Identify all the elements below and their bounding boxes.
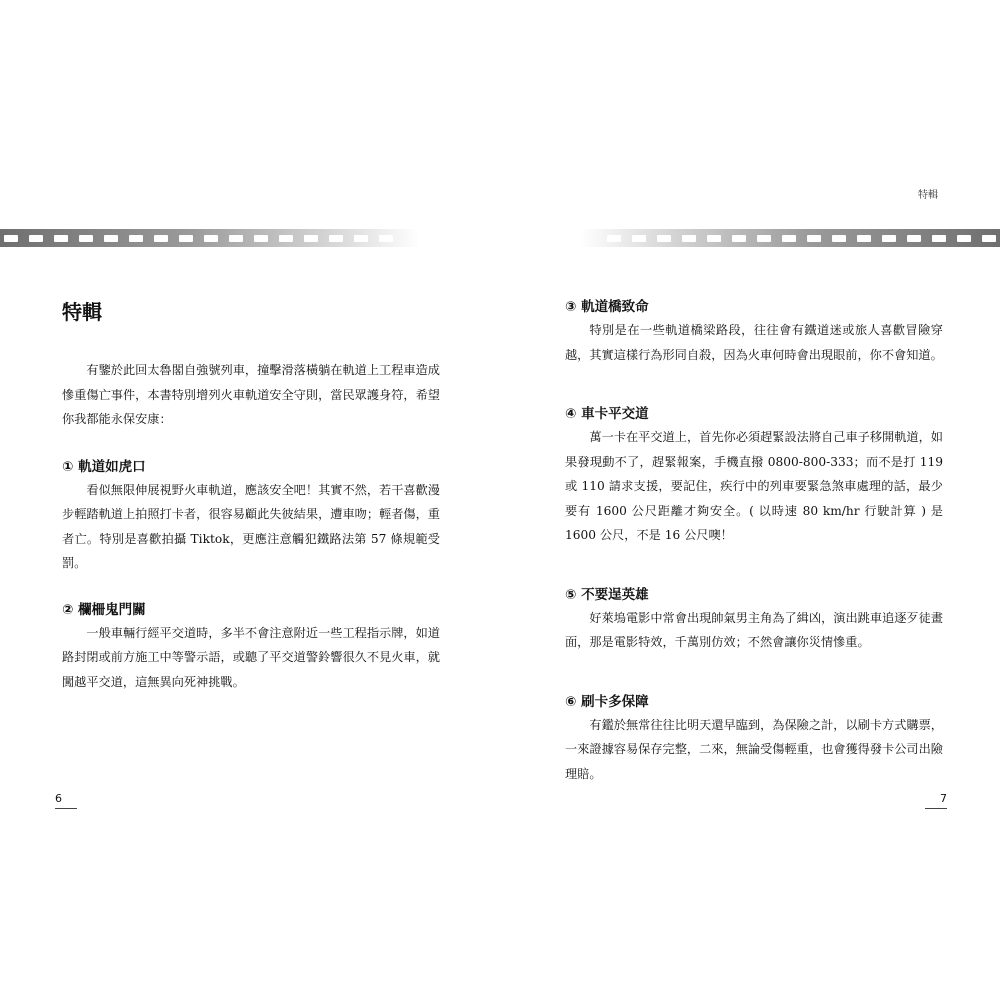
film-hole xyxy=(982,235,996,242)
section-heading: ③ 軌道橋致命 xyxy=(565,299,649,315)
film-hole xyxy=(179,235,193,242)
film-hole xyxy=(607,235,621,242)
page-number-right: 7 xyxy=(925,792,947,809)
right-page-column xyxy=(565,296,943,822)
left-page-column xyxy=(62,358,440,717)
section-3 xyxy=(565,296,943,367)
film-hole xyxy=(254,235,268,242)
section-heading: ⑥ 刷卡多保障 xyxy=(565,693,649,710)
section-heading: ⑤ 不要逞英雄 xyxy=(565,586,649,603)
film-hole xyxy=(732,235,746,242)
section-2 xyxy=(62,599,440,695)
section-body: 有鑑於無常往往比明天還早臨到，為保險之計，以刷卡方式購票，一來證據容易保存完整，二來，無論受傷輕重，也會獲得發卡公司出險理賠。 xyxy=(565,717,943,781)
film-hole xyxy=(832,235,846,242)
film-hole xyxy=(807,235,821,242)
film-hole xyxy=(154,235,168,242)
section-body: 一般車輛行經平交道時，多半不會注意附近一些工程指示牌，如道路封閉或前方施工中等警示語，或聽了平交道警鈴響很久不見火車，就闖越平交道，這無異向死神挑戰。 xyxy=(62,625,440,689)
film-hole xyxy=(657,235,671,242)
film-hole xyxy=(632,235,646,242)
film-hole xyxy=(682,235,696,242)
film-hole xyxy=(957,235,971,242)
section-body: 好萊塢電影中常會出現帥氣男主角為了緝凶，演出跳車追逐歹徒畫面，那是電影特效，千萬別仿效；不然會讓你災情慘重。 xyxy=(565,610,943,649)
film-hole xyxy=(279,235,293,242)
film-hole xyxy=(304,235,318,242)
film-hole xyxy=(379,235,393,242)
film-hole xyxy=(204,235,218,242)
film-hole xyxy=(354,235,368,242)
section-body: 萬一卡在平交道上，首先你必須趕緊設法將自己車子移開軌道，如果發現動不了，趕緊報案，手機直撥 0800-800-333；而不是打 119 或 110 請求支援，要記住，疾行中的列車要緊急煞車處理的話，最少要有 1600 公尺距離才夠安全。( 以時速 80 km/hr 行駛計算 ) 是 1600 公尺，不是 16 公尺噢！ xyxy=(565,430,943,542)
section-5 xyxy=(565,584,943,655)
section-6 xyxy=(565,691,943,787)
section-heading: ④ 車卡平交道 xyxy=(565,406,649,422)
film-hole xyxy=(707,235,721,242)
section-heading: ① 軌道如虎口 xyxy=(62,458,146,475)
section-4 xyxy=(565,403,943,548)
film-hole xyxy=(129,235,143,242)
intro-paragraph: 有鑒於此回太魯閣自強號列車，撞擊滑落橫躺在軌道上工程車造成慘重傷亡事件，本書特別增列火車軌道安全守則，當民眾護身符，希望你我都能永保安康： xyxy=(62,363,440,426)
film-strip-left xyxy=(0,229,420,247)
film-hole xyxy=(932,235,946,242)
film-hole xyxy=(54,235,68,242)
film-hole xyxy=(29,235,43,242)
film-hole xyxy=(857,235,871,242)
film-strip-right xyxy=(580,229,1000,247)
film-hole xyxy=(229,235,243,242)
film-hole xyxy=(907,235,921,242)
film-hole xyxy=(104,235,118,242)
film-hole xyxy=(782,235,796,242)
film-hole xyxy=(4,235,18,242)
section-body: 看似無限伸展視野火車軌道，應該安全吧！其實不然，若干喜歡漫步輕踏軌道上拍照打卡者，很容易顧此失彼結果，遭車吻；輕者傷，重者亡。特別是喜歡拍攝 Tiktok，更應注意觸犯鐵路法第 57 條規範受罰。 xyxy=(62,482,440,570)
film-hole xyxy=(882,235,896,242)
film-hole xyxy=(757,235,771,242)
running-head: 特輯 xyxy=(918,190,938,201)
section-body: 特別是在一些軌道橋梁路段，往往會有鐵道迷或旅人喜歡冒險穿越，其實這樣行為形同自殺，因為火車何時會出現眼前，你不會知道。 xyxy=(565,323,943,362)
page-number-left: 6 xyxy=(55,792,77,809)
film-hole xyxy=(329,235,343,242)
section-1 xyxy=(62,456,440,576)
section-heading: ② 欄柵鬼門關 xyxy=(62,601,146,618)
film-hole xyxy=(79,235,93,242)
page-title: 特輯 xyxy=(62,300,102,324)
